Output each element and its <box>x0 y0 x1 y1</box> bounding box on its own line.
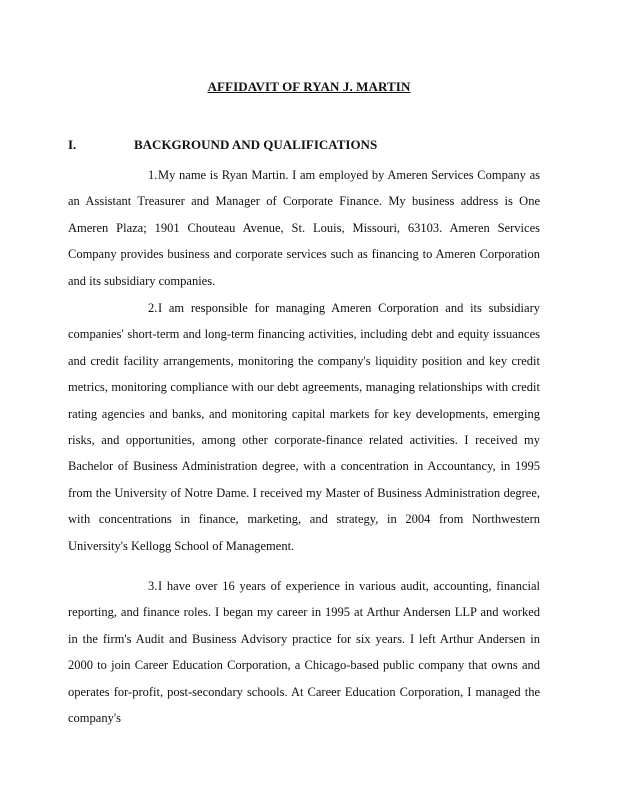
paragraph-3 <box>68 573 540 731</box>
section-number: I. <box>68 137 77 152</box>
paragraph-number: 3. <box>148 579 158 593</box>
paragraph-number: 2. <box>148 301 158 315</box>
section-heading <box>68 137 377 153</box>
paragraph-1 <box>68 162 540 294</box>
paragraph-text: My name is Ryan Martin. I am employed by Ameren Services Company as an Assistant Treasurer and Manager of Corporate Finance. My business address is One Ameren Plaza; 1901 Chouteau Avenue, St. Louis, Missouri, 63103. Ameren Services Company provides business and corporate services such as financing to Ameren Corporation and its subsidiary companies. <box>68 168 540 288</box>
paragraph-2 <box>68 295 540 559</box>
paragraph-text: I have over 16 years of experience in various audit, accounting, financial reporting, and finance roles. I began my career in 1995 at Arthur Andersen LLP and worked in the firm's Audit and Business Advisory practice for six years. I left Arthur Andersen in 2000 to join Career Education Corporation, a Chicago-based public company that owns and operates for-profit, post-secondary schools. At Career Education Corporation, I managed the company's <box>68 579 540 726</box>
section-title: BACKGROUND AND QUALIFICATIONS <box>134 137 378 152</box>
document-title: AFFIDAVIT OF RYAN J. MARTIN <box>207 79 411 94</box>
paragraph-number: 1. <box>148 168 158 182</box>
paragraph-text: I am responsible for managing Ameren Corporation and its subsidiary companies' short-term and long-term financing activities, including debt and equity issuances and credit facility arrangements, monitoring the company's liquidity position and key credit metrics, monitoring compliance with our debt agreements, managing relationships with credit rating agencies and banks, and monitoring capital markets for key developments, emerging risks, and opportunities, among other corporate-finance related activities. I received my Bachelor of Business Administration degree, with a concentration in Accountancy, in 1995 from the University of Notre Dame. I received my Master of Business Administration degree, with concentrations in finance, marketing, and strategy, in 2004 from Northwestern University's Kellogg School of Management. <box>68 301 540 553</box>
